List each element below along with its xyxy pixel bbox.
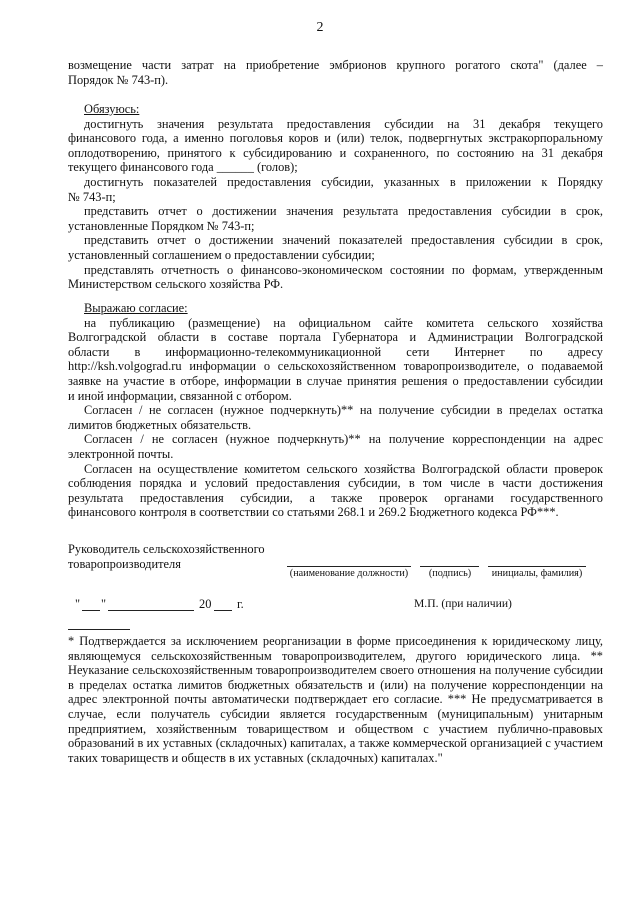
signature-caption: (подпись) [428, 568, 472, 579]
text-line: соблюдения порядка и условий предоставления субсидии, в том числе в части достижения [68, 476, 603, 491]
footnote-line: лицу, являющемуся сельскохозяйственным товаропроизводителем, другого юридического лица. [68, 634, 603, 663]
date-year-line [214, 610, 232, 611]
date-month-line [108, 610, 194, 611]
footnote-line: (муниципальным) унитарным предприятием, хозяйственным товариществом и обществом с [68, 706, 603, 736]
footnote-line: коммерческой организацией с участием таких товариществ и обществ в их уставных [68, 736, 603, 765]
text-line: заявке на участие в отборе, информации в случае принятия решения о предоставлении субсидии [68, 373, 603, 388]
page-number: 2 [316, 20, 324, 35]
text-line: электронной почты. [68, 446, 174, 461]
text-line: http://ksh.volgograd.ru информации о сельскохозяйственном товаропроизводителе, о подаваемой [68, 359, 603, 374]
text-line: результата предоставления субсидии, а также проверок органами государственного [68, 490, 603, 505]
text-line: Министерством сельского хозяйства РФ. [68, 277, 284, 292]
footnote-line: ** Неуказание сельскохозяйственным товаропроизводителем своего отношения на [68, 648, 603, 678]
name-line [488, 566, 586, 567]
footnotes [68, 634, 603, 765]
obligations-heading: Обязуюсь: [84, 102, 140, 116]
text-line: финансового контроля в соответствии со статьями 268.1 и 269.2 Бюджетного кодекса РФ***. [68, 505, 559, 520]
text-line: финансового года, а именно поголовья коров и (или) телок, подвергнутых экстракорпоральному [68, 131, 603, 146]
position-caption: (наименование должности) [289, 568, 409, 579]
footnote-line: * Подтверждается за исключением реорганизации в форме присоединения к юридическому [68, 634, 571, 648]
text-line: Согласен / не согласен (нужное подчеркнуть)** на получение корреспонденции на адрес [84, 432, 603, 447]
footnote-line: *** Не предусматривается в случае, если получатель субсидии является государственным [68, 692, 603, 721]
text-line: представлять отчетность о финансово-экономическом состоянии по формам, утвержденным [84, 262, 603, 277]
date-suffix: г. [237, 597, 244, 611]
date-year-prefix: 20 [199, 597, 212, 611]
text-line: Согласен на осуществление комитетом сельского хозяйства Волгоградской области проверок [84, 461, 603, 476]
text-line: области в информационно-телекоммуникационной сети Интернет по адресу [68, 344, 603, 359]
signature-line [420, 566, 479, 567]
text-line: представить отчет о достижении значения результата предоставления субсидии в срок, [84, 204, 603, 219]
obligations-section [68, 102, 603, 292]
footnote-line: (складочных) капиталах." [306, 750, 443, 765]
date-quote-close: " [101, 597, 107, 611]
name-caption: инициалы, фамилия) [491, 568, 583, 579]
text-line: и иной информации, связанной с отбором. [68, 388, 292, 403]
footnote-line: корреспонденции на адрес электронной почты автоматически подтверждает его согласие. [68, 677, 603, 707]
footnote-line: получение субсидии в пределах остатка лимитов бюджетных обязательств и (или) на получение [68, 663, 603, 692]
text-line: на публикацию (размещение) на официальном сайте комитета сельского хозяйства [84, 315, 603, 330]
text-line: оплодотворению, принятого к субсидированию и сохраненного, по состоянию на 31 декабря [68, 145, 603, 160]
footnote-separator [68, 629, 130, 630]
footnote-line: участием публично-правовых образований в их уставных (складочных) капиталах, а также [68, 721, 604, 751]
consent-section [68, 301, 603, 520]
text-line: установленный соглашением о предоставлении субсидии; [68, 247, 375, 262]
text-line: представить отчет о достижении значений показателей предоставления субсидии в срок, [84, 233, 603, 248]
text-line: Согласен / не согласен (нужное подчеркнуть)** на получение субсидии в пределах остатка [84, 403, 603, 418]
date-quote-open: " [75, 597, 81, 611]
position-line [287, 566, 411, 567]
text-line: текущего финансового года ______ (голов); [68, 160, 298, 175]
stamp-note: М.П. (при наличии) [414, 597, 512, 610]
text-line: установленные Порядком № 743-п; [68, 218, 255, 233]
text-line: достигнуть показателей предоставления субсидии, указанных в приложении к Порядку [84, 174, 603, 189]
text-line: Волгоградской области в составе портала Губернатора и Администрации Волгоградской [68, 330, 603, 345]
intro-paragraph [68, 58, 603, 87]
date-day-line [82, 610, 100, 611]
text-line: лимитов бюджетных обязательств. [68, 417, 252, 432]
text-line: достигнуть значения результата предоставления субсидии на 31 декабря текущего [84, 116, 603, 131]
consent-heading: Выражаю согласие: [84, 301, 188, 315]
text-line: Порядок № 743-п). [68, 72, 169, 87]
text-line: возмещение части затрат на приобретение эмбрионов крупного рогатого скота" (далее – [68, 58, 603, 72]
text-line: № 743-п; [68, 189, 116, 204]
signatory-title: Руководитель сельскохозяйственного товаропроизводителя [68, 542, 265, 571]
